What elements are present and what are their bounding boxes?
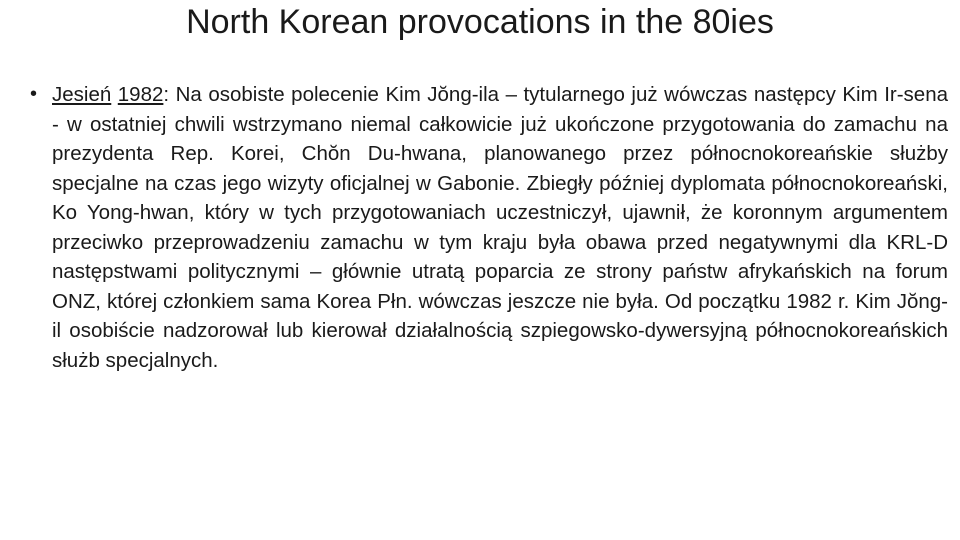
bullet-icon: • [30,83,38,105]
bullet-item [30,80,948,375]
bullet-paragraph [52,80,948,375]
slide-content [30,80,948,375]
lead-season: Jesień [52,83,112,106]
slide-title: North Korean provocations in the 80ies [186,3,774,41]
lead-year: 1982 [117,83,164,106]
paragraph-body: Na osobiste polecenie Kim Jŏng-ila – tytularnego już wówczas następcy Kim Ir-sena - w ostatniej chwili wstrzymano niemal całkowicie już ukończone przygotowania do zamachu na prezydenta Rep. Korei, Chŏn Du-hwana, planowanego przez północnokoreańskie służby specjalne na czas jego wizyty oficjalnej w Gabonie. Zbiegły później dyplomata północnokoreański, Ko Yong-hwan, który w tych przygotowaniach uczestniczył, ujawnił, że koronnym argumentem przeciwko przeprowadzeniu zamachu w tym kraju była obawa przed negatywnymi dla KRL-D następstwami politycznymi – głównie utratą poparcia ze strony państw afrykańskich na forum ONZ, której członkiem sama Korea Płn. wówczas jeszcze nie była. Od początku 1982 r. Kim Jŏng-il osobiście nadzorował lub kierował działalnością szpiegowsko-dywersyjną północnokoreańskich służb specjalnych. [52,83,948,372]
lead-colon: : [163,83,170,106]
